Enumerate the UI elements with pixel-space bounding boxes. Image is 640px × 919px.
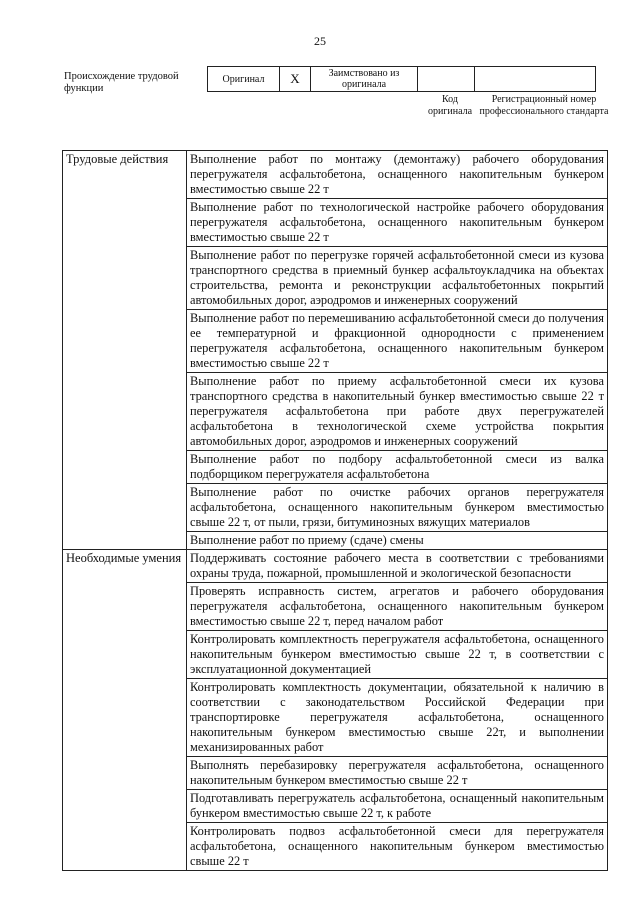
origin-table (207, 66, 596, 92)
section-item: Поддерживать состояние рабочего места в соответствии с требованиями охраны труда, пожарной, промышленной и экологической безопасности (187, 550, 608, 583)
section-label-cell (63, 550, 187, 871)
section-label: Необходимые умения (66, 551, 182, 565)
section-item: Подготавливать перегружатель асфальтобетона, оснащенный накопительным бункером вместимостью свыше 22 т, к работе (187, 790, 608, 823)
page-number: 25 (314, 34, 326, 48)
functions-table (62, 150, 608, 871)
section-item: Контролировать комплектность документации, обязательной к наличию в соответствии с законодательством Российской Федерации при транспортировке перегружателя асфальтобетона, оснащенного накопительным бункером вместимостью свыше 22т, и выполнении механизированных работ (187, 679, 608, 757)
origin-label: Происхождение трудовой функции (64, 71, 179, 94)
section-item: Выполнение работ по монтажу (демонтажу) рабочего оборудования перегружателя асфальтобетона, оснащенного накопительным бункером вместимостью свыше 22 т (187, 151, 608, 199)
original-cell: Оригинал (208, 67, 280, 92)
section-item: Выполнять перебазировку перегружателя асфальтобетона, оснащенного накопительным бункером вместимостью свыше 22 т (187, 757, 608, 790)
reg-number-value-cell (475, 67, 596, 92)
section-item: Выполнение работ по очистке рабочих органов перегружателя асфальтобетона, оснащенного накопительным бункером вместимостью свыше 22 т, от пыли, грязи, битуминозных вяжущих материалов (187, 484, 608, 532)
code-caption: Код оригинала (427, 94, 473, 117)
section-item: Выполнение работ по подбору асфальтобетонной смеси из валка подборщиком перегружателя асфальтобетона (187, 451, 608, 484)
section-item: Проверять исправность систем, агрегатов и рабочего оборудования перегружателя асфальтобетона, оснащенного накопительным бункером вместимостью свыше 22 т, перед началом работ (187, 583, 608, 631)
table-row (63, 151, 608, 199)
section-label-cell (63, 151, 187, 550)
functions-table-body (63, 151, 608, 871)
section-item: Контролировать подвоз асфальтобетонной смеси для перегружателя асфальтобетона, оснащенного накопительным бункером вместимостью свыше 22 т (187, 823, 608, 871)
section-item: Выполнение работ по приему (сдаче) смены (187, 532, 608, 550)
table-row (63, 550, 608, 583)
code-value-cell (418, 67, 475, 92)
original-mark: X (280, 67, 311, 92)
section-item: Выполнение работ по технологической настройке рабочего оборудования перегружателя асфальтобетона, оснащенного накопительным бункером вместимостью свыше 22 т (187, 199, 608, 247)
section-label: Трудовые действия (66, 152, 169, 166)
section-item: Контролировать комплектность перегружателя асфальтобетона, оснащенного накопительным бункером вместимостью свыше 22 т, в соответствии с эксплуатационной документацией (187, 631, 608, 679)
section-item: Выполнение работ по перегрузке горячей асфальтобетонной смеси из кузова транспортного средства в приемный бункер асфальтоукладчика на объектах строительства, ремонта и реконструкции асфальтобетонных покрытий автомобильных дорог, аэродромов и инженерных сооружений (187, 247, 608, 310)
section-item: Выполнение работ по перемешиванию асфальтобетонной смеси до получения ее температурной и фракционной однородности с применением перегружателя асфальтобетона, оснащенного накопительным бункером вместимостью свыше 22 т (187, 310, 608, 373)
borrowed-cell: Заимствовано из оригинала (311, 67, 418, 92)
section-item: Выполнение работ по приему асфальтобетонной смеси их кузова транспортного средства в накопительный бункер вместимостью свыше 22 т перегружателя асфальтобетона при работе двух перегружателей асфальтобетона в технологической схеме устройства покрытия автомобильных дорог, аэродромов и инженерных сооружений (187, 373, 608, 451)
reg-number-caption: Регистрационный номер профессионального стандарта (479, 94, 609, 117)
